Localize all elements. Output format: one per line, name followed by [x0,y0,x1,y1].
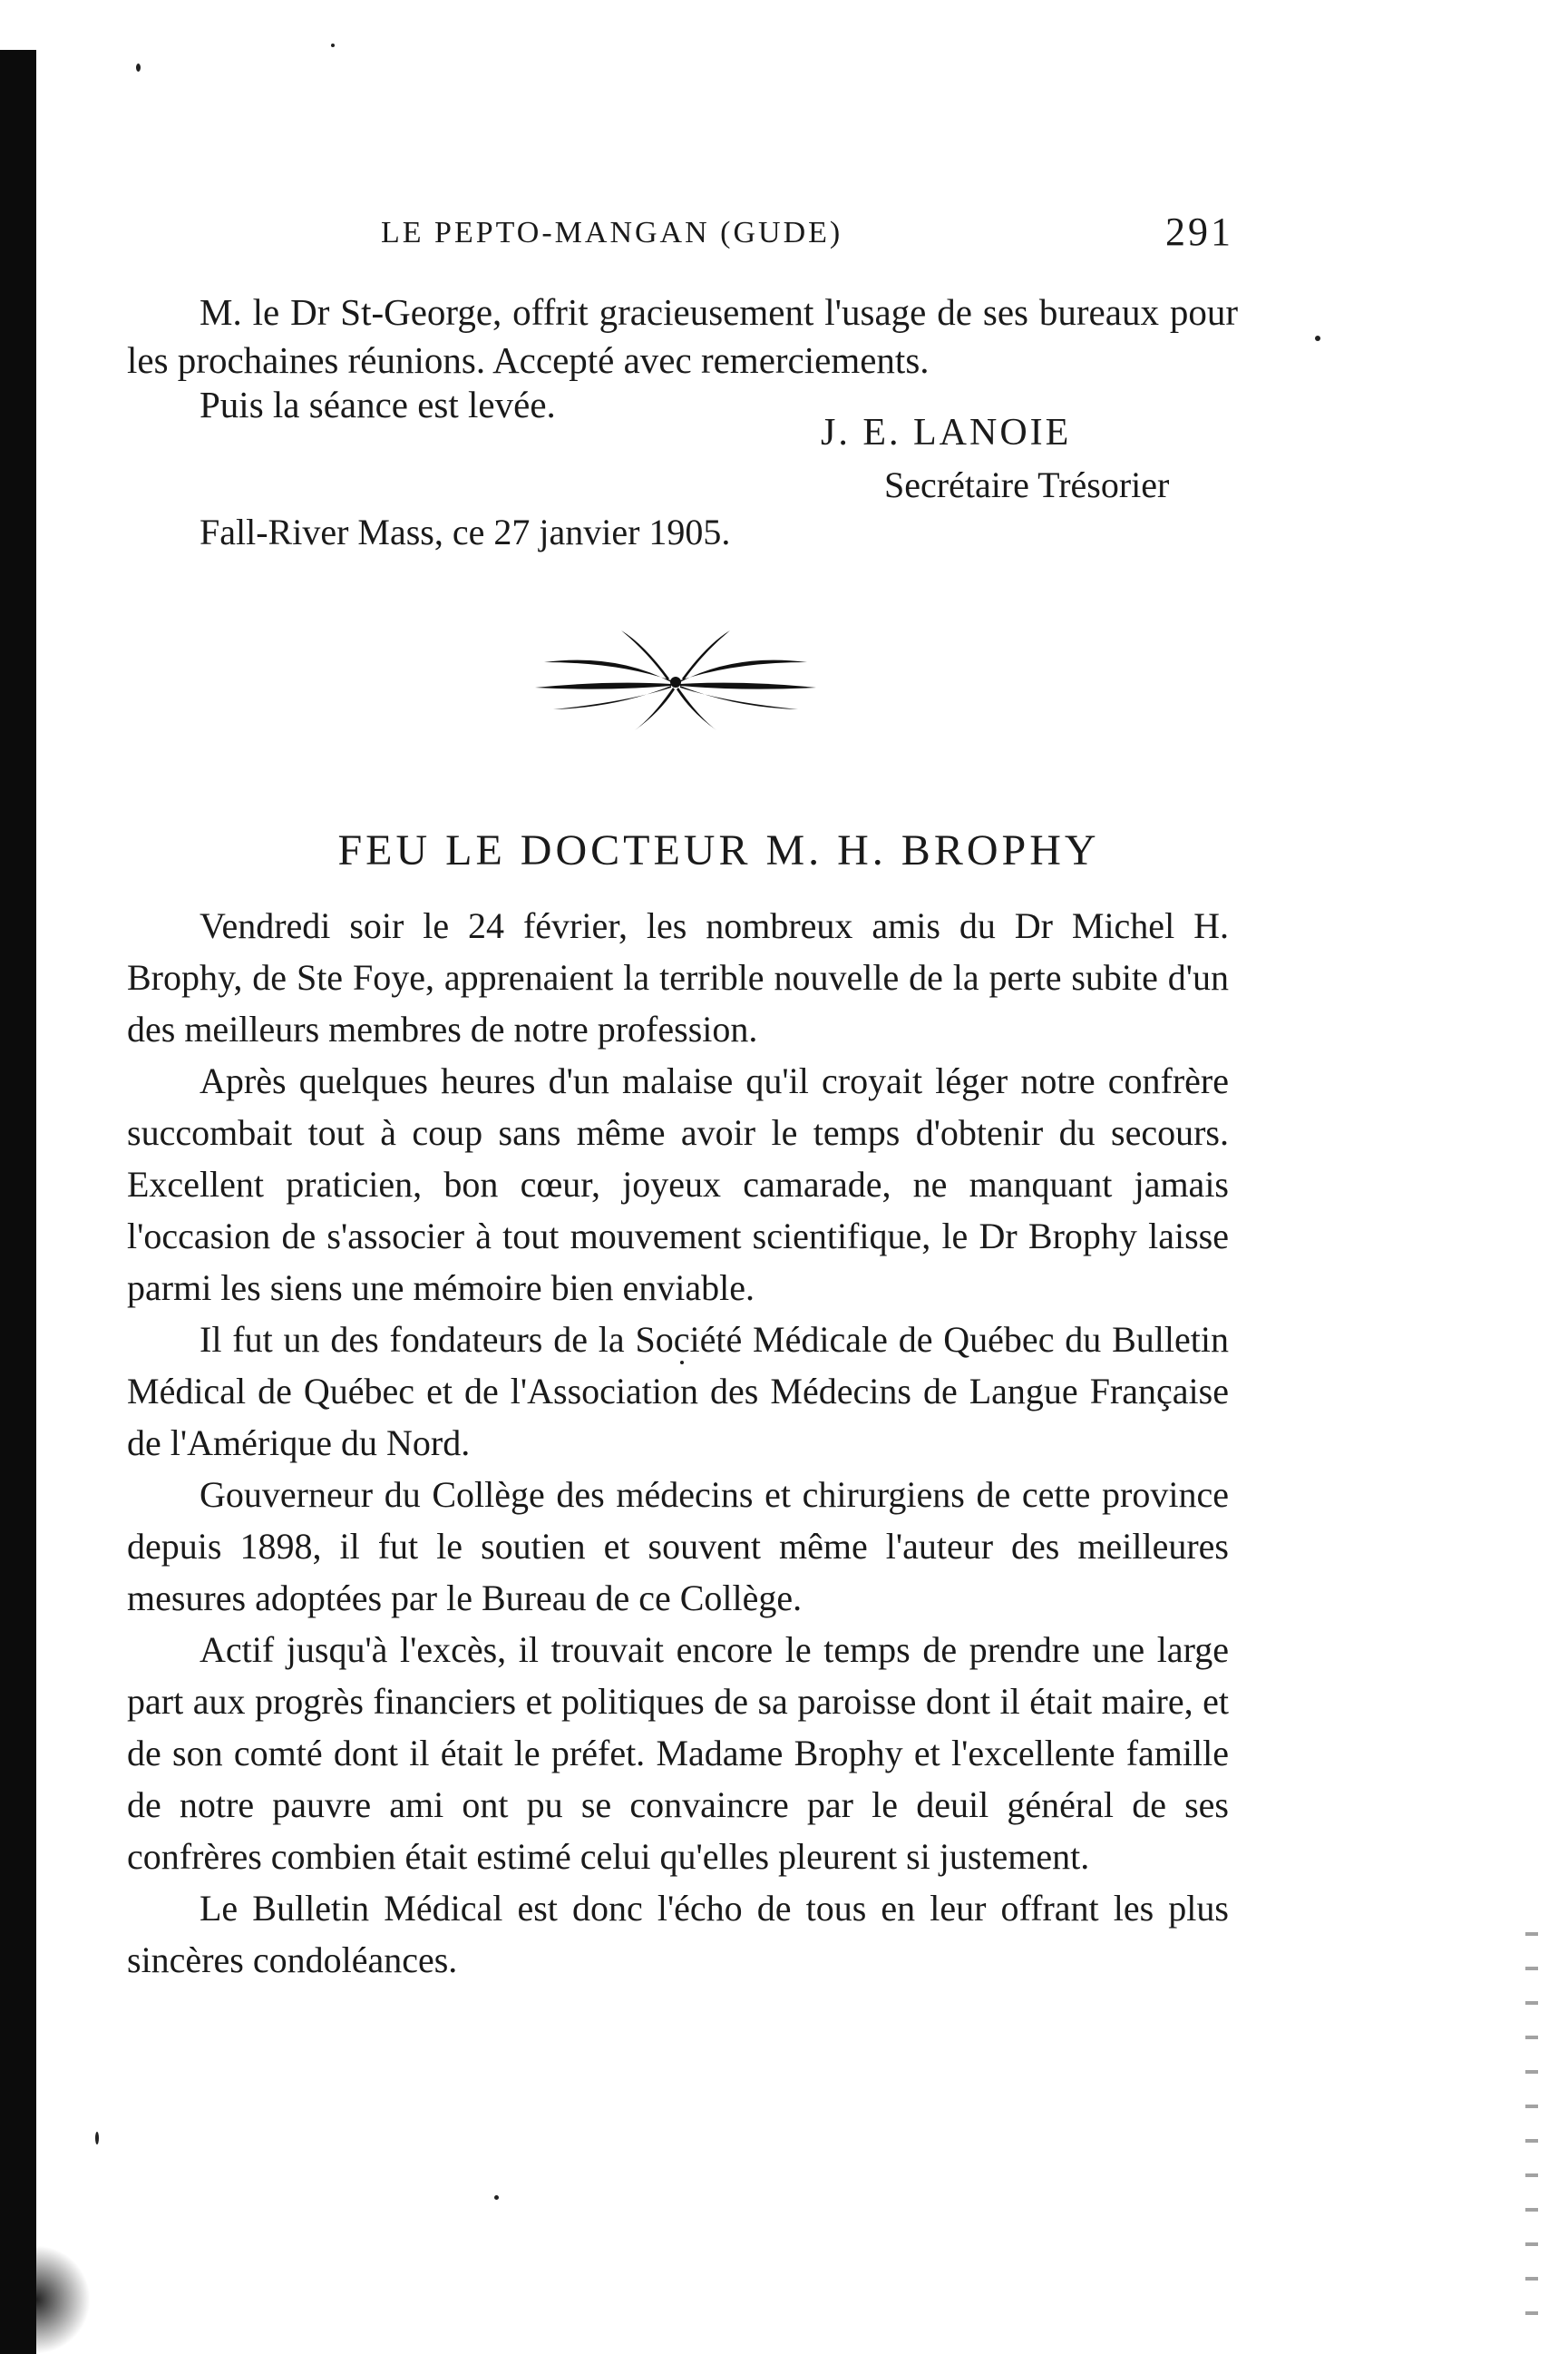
scan-speck [1315,336,1320,341]
running-title: LE PEPTO-MANGAN (GUDE) [381,216,843,249]
scan-binding-shadow [0,50,36,2354]
scan-margin-marks [1525,1932,1538,2331]
obituary-body [127,900,1229,1986]
obituary-paragraph: Il fut un des fondateurs de la Société Médicale de Québec du Bulletin Médical de Québec et de l'Association des Médecins de Langue Française de l'Amérique du Nord. [127,1319,1229,1463]
obituary-paragraph: Actif jusqu'à l'excès, il trouvait encore le temps de prendre une large part aux progrès financiers et politiques de sa paroisse dont il était maire, et de son comté dont il était le préfet. Madame Brophy et l'excellente famille de notre pauvre ami ont pu se convaincre par le deuil général de ses confrères combien était estimé celui qu'elles pleurent si justement. [127,1629,1229,1877]
fleuron-ornament [535,626,816,735]
running-header [381,210,1233,270]
obituary-paragraph: Après quelques heures d'un malaise qu'il croyait léger notre confrère succombait tout à coup sans même avoir le temps d'obtenir du secours. Excellent praticien, bon cœur, joyeux camarade, ne manquant jamais l'occasion de s'associer à tout mouvement scientifique, le Dr Brophy laisse parmi les siens une mémoire bien enviable. [127,1060,1229,1308]
page-number: 291 [1165,210,1233,254]
signature-name: J. E. LANOIE [821,412,1072,454]
obituary-paragraph: Le Bulletin Médical est donc l'écho de tous en leur offrant les plus sincères condoléances. [127,1888,1229,1980]
obituary-paragraph: Vendredi soir le 24 février, les nombreux amis du Dr Michel H. Brophy, de Ste Foye, apprenaient la terrible nouvelle de la perte subite d'un des meilleurs membres de notre profession. [127,905,1229,1050]
scan-speck [494,2195,499,2200]
minutes-paragraph: M. le Dr St-George, offrit gracieusement l'usage de ses bureaux pour les prochaines réunions. Accepté avec remerciements. [127,291,1238,381]
obituary-title: FEU LE DOCTEUR M. H. BROPHY [337,826,1100,874]
signature-role: Secrétaire Trésorier [884,464,1170,505]
obituary-paragraph: Gouverneur du Collège des médecins et chirurgiens de cette province depuis 1898, il fut le soutien et souvent même l'auteur des meilleures mesures adoptées par le Bureau de ce Collège. [127,1474,1229,1618]
scan-speck [95,2132,99,2144]
minutes-closing: Puis la séance est levée. [200,384,556,425]
place-date: Fall-River Mass, ce 27 janvier 1905. [200,512,731,552]
scan-speck [331,44,335,47]
scan-speck [136,63,141,72]
